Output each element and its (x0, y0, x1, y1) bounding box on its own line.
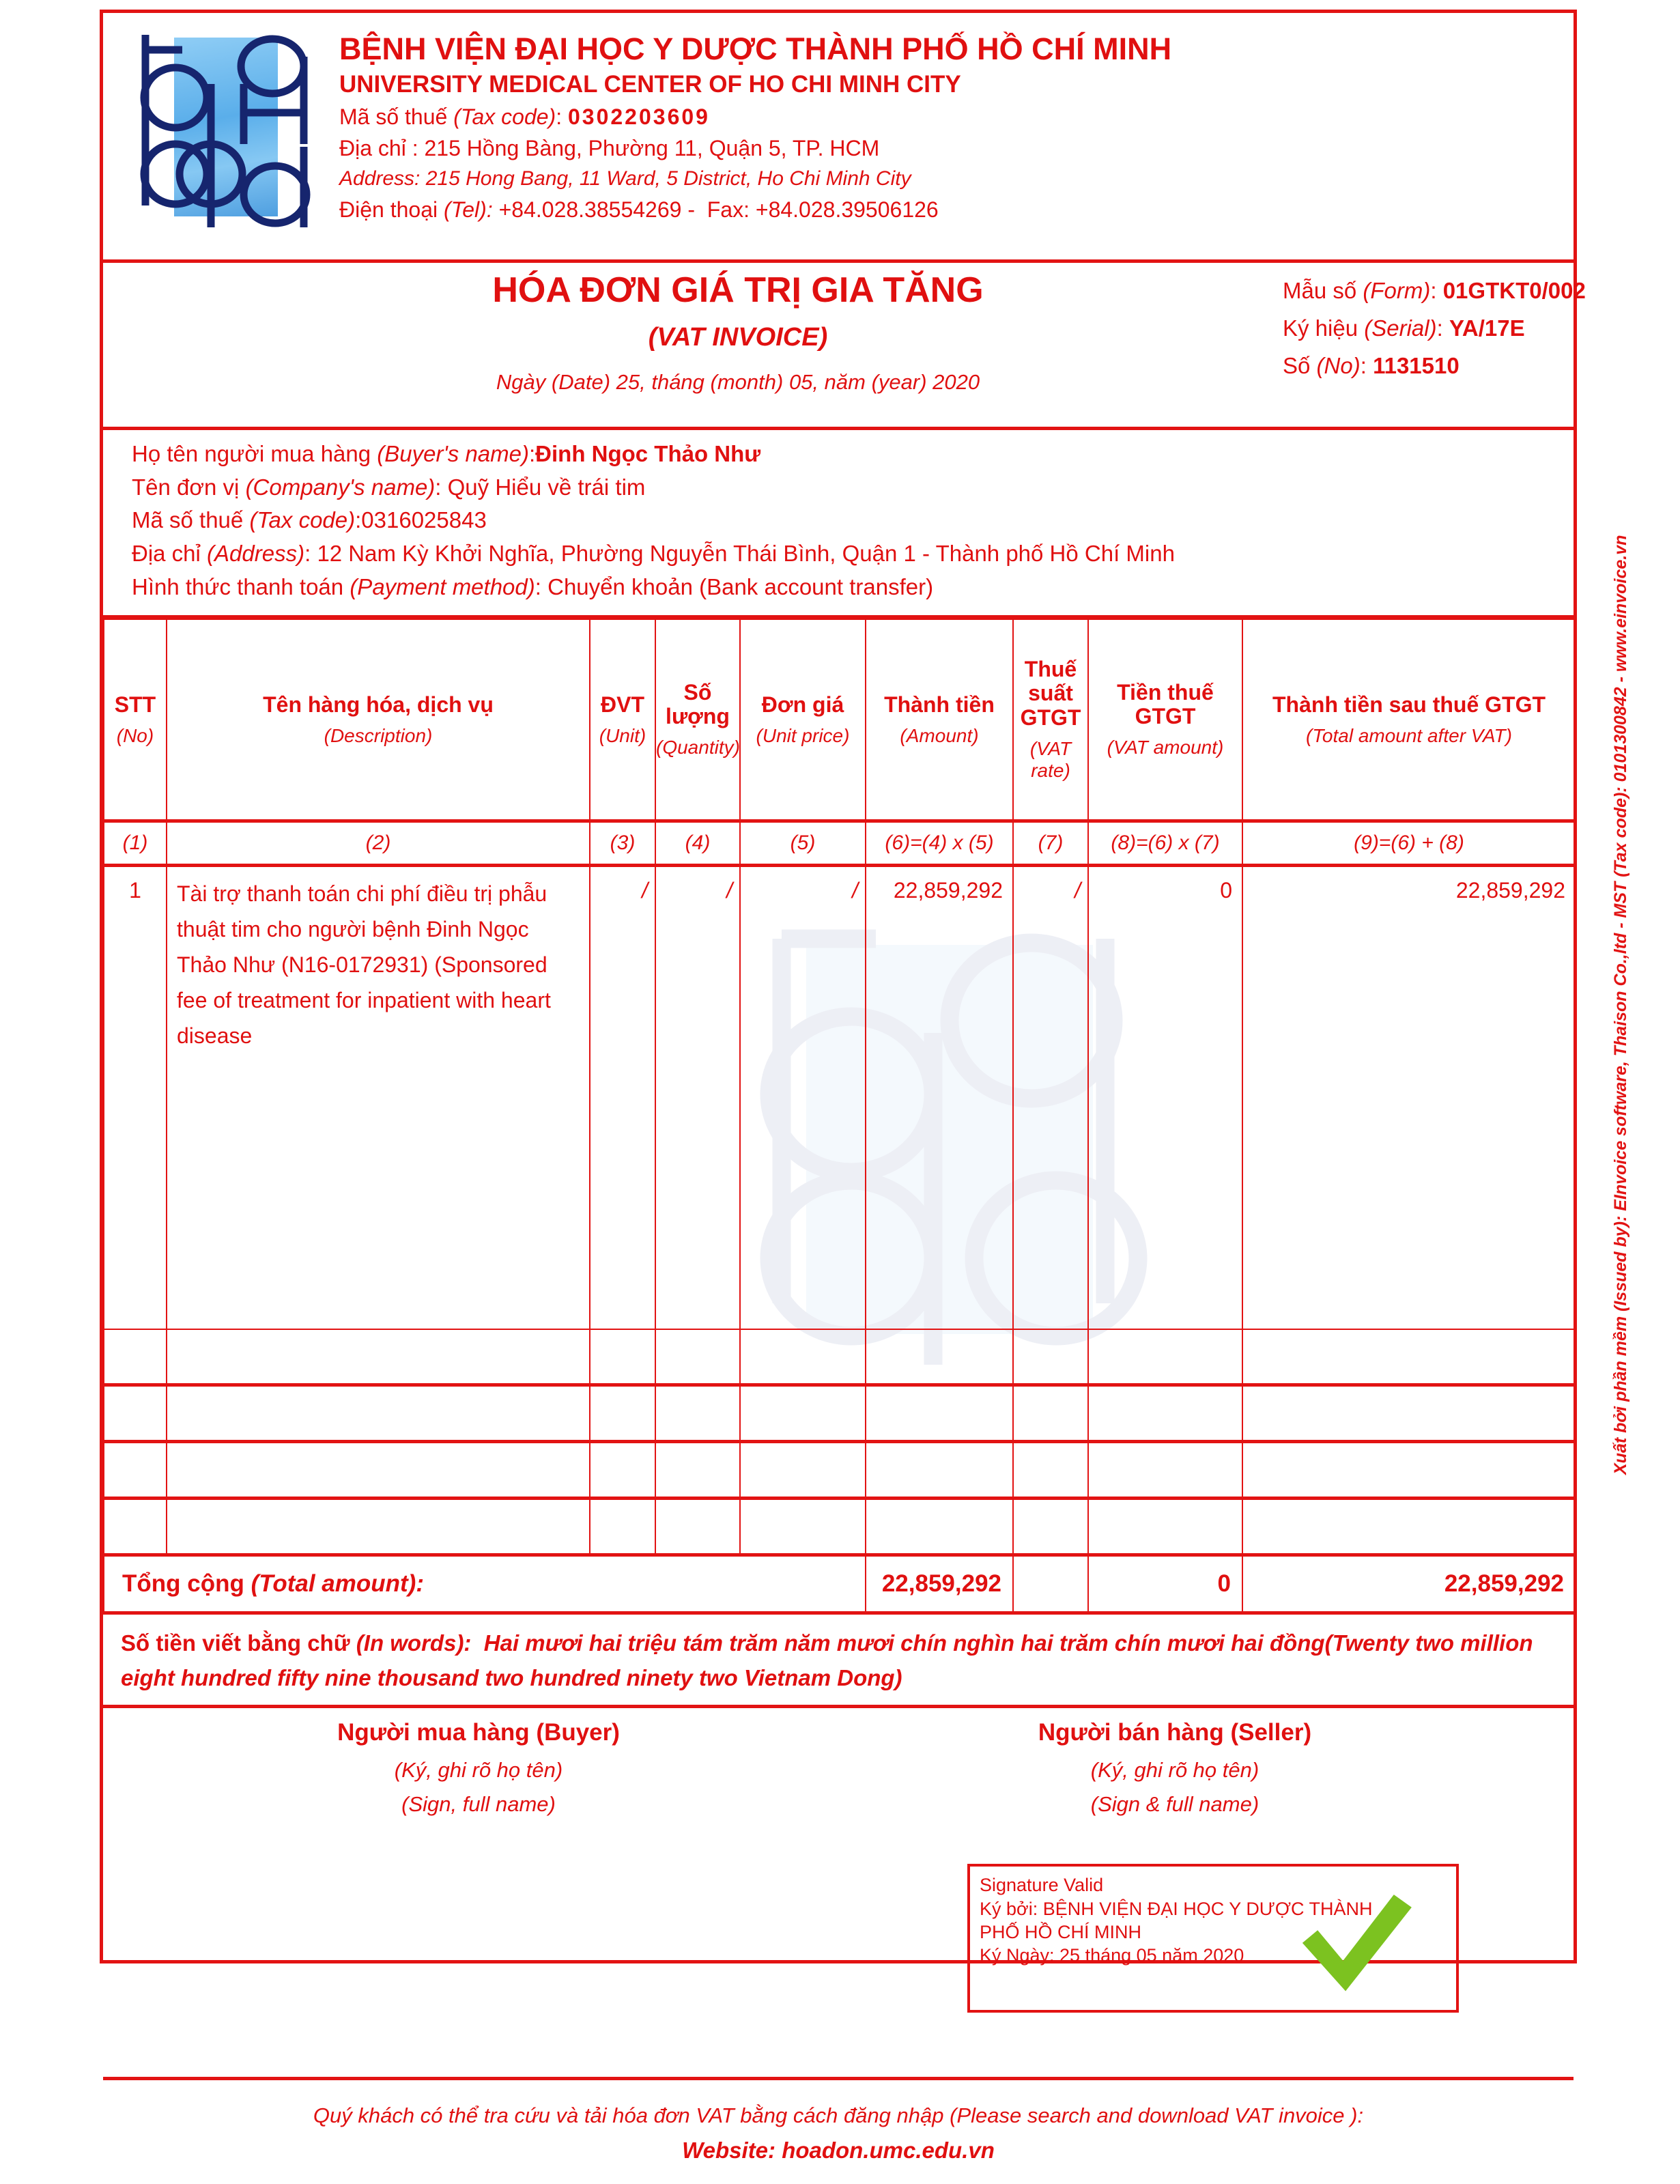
org-name-vi: BỆNH VIỆN ĐẠI HỌC Y DƯỢC THÀNH PHỐ HỒ CHÍ MINH (339, 31, 1172, 66)
serial-label-en: (Serial) (1364, 315, 1437, 341)
buyer-company-label-en: (Company's name) (245, 474, 436, 500)
th-unit-price (740, 619, 866, 821)
total-after-vat-cell: 22,859,292 (1242, 1555, 1576, 1613)
buyer-company-value: Quỹ Hiểu về trái tim (447, 474, 646, 500)
th-vat-amount-vi: Tiền thuế GTGT (1117, 679, 1214, 729)
org-tel-label-en: (Tel): (443, 197, 493, 222)
empty-cell (1242, 1499, 1576, 1555)
table-empty-row (104, 1499, 1576, 1555)
empty-cell (167, 1385, 590, 1442)
org-address-vi-line (339, 137, 1171, 159)
org-address-value-en: 215 Hong Bang, 11 Ward, 5 District, Ho Chi Minh City (425, 167, 911, 190)
buyer-signature-hint-vi: (Ký, ghi rõ họ tên) (394, 1757, 563, 1782)
empty-cell (167, 1499, 590, 1555)
th-stt (104, 619, 167, 821)
no-label-en: (No) (1316, 353, 1361, 378)
invoice-title-en: (VAT INVOICE) (648, 323, 828, 352)
th-description-en: (Description) (324, 724, 433, 746)
buyer-address-label-en: (Address) (207, 540, 305, 566)
empty-cell (740, 1385, 866, 1442)
in-words-value-line1: Hai mươi hai triệu tám trăm năm mươi chín nghìn hai trăm chín mươi hai (483, 1630, 1264, 1656)
document-footer (103, 2077, 1574, 2184)
signature-valid-text: Signature Valid (980, 1875, 1104, 1896)
empty-cell (740, 1329, 866, 1385)
buyer-tax-colon: : (355, 507, 362, 533)
amount-in-words (103, 1615, 1574, 1708)
colnum-6: (6)=(4) x (5) (866, 821, 1013, 866)
colnum-7: (7) (1013, 821, 1088, 866)
th-unit (590, 619, 655, 821)
cell-unit-price: / (740, 866, 866, 1330)
signature-date: Ký Ngày: 25 tháng 05 năm 2020 (980, 1945, 1244, 1966)
cell-amount: 22,859,292 (866, 866, 1013, 1330)
th-unit-en: (Unit) (599, 724, 646, 746)
empty-cell (1013, 1385, 1088, 1442)
buyer-address-line (132, 542, 1574, 566)
buyer-address-colon: : (304, 540, 317, 566)
seller-signature-block (997, 1716, 1352, 1818)
empty-cell (590, 1442, 655, 1499)
org-name-en: UNIVERSITY MEDICAL CENTER OF HO CHI MINH CITY (339, 71, 961, 98)
empty-cell (1088, 1442, 1242, 1499)
empty-cell (104, 1442, 167, 1499)
seller-signature-title: Người bán hàng (Seller) (1038, 1719, 1312, 1746)
seller-signature-hint-en: (Sign & full name) (1090, 1791, 1259, 1816)
empty-cell (740, 1499, 866, 1555)
form-label-en: (Form) (1363, 278, 1431, 303)
org-address-label-en: Address: (339, 167, 421, 190)
buyer-signature-hint-en: (Sign, full name) (401, 1791, 556, 1816)
th-quantity-vi: Số lượng (666, 679, 730, 729)
org-fax-value: +84.028.39506126 (755, 197, 939, 222)
total-label: Tổng cộng (122, 1570, 244, 1598)
no-colon: : (1360, 353, 1373, 378)
buyer-address-value: 12 Nam Kỳ Khởi Nghĩa, Phường Nguyễn Thái Bình, Quận 1 - Thành phố Hồ Chí Minh (317, 540, 1175, 566)
org-tax-label-vi: Mã số thuế (339, 104, 448, 129)
empty-cell (1013, 1329, 1088, 1385)
footer-website[interactable]: Website: hoadon.umc.edu.vn (682, 2138, 995, 2164)
empty-cell (655, 1442, 740, 1499)
cell-vat-rate: / (1013, 866, 1088, 1330)
logo-letterforms (124, 23, 322, 241)
empty-cell (590, 1329, 655, 1385)
form-label: Mẫu số (1283, 278, 1357, 303)
buyer-name-value: Đinh Ngọc Thảo Như (535, 441, 761, 466)
buyer-signature-block (301, 1716, 656, 1818)
th-vat-rate-vi: Thuế suất GTGT (1020, 657, 1081, 730)
signature-signer-line1: Ký bởi: BỆNH VIỆN ĐẠI HỌC Y DƯỢC THÀNH (980, 1898, 1373, 1919)
buyer-payment-line (132, 573, 1574, 599)
colnum-9: (9)=(6) + (8) (1242, 821, 1576, 866)
th-total-after-vat (1242, 619, 1576, 821)
total-vatrate-cell (1013, 1555, 1088, 1613)
empty-cell (655, 1329, 740, 1385)
invoice-date: Ngày (Date) 25, tháng (month) 05, năm (year) 2020 (496, 370, 980, 394)
total-vat-cell: 0 (1088, 1555, 1242, 1613)
buyer-payment-value: Chuyển khoản (Bank account transfer) (547, 573, 934, 599)
buyer-tax-value: 0316025843 (361, 507, 487, 533)
buyer-company-line (132, 476, 1574, 500)
colnum-8: (8)=(6) x (7) (1088, 821, 1242, 866)
seller-signature-hint-vi: (Ký, ghi rõ họ tên) (1090, 1757, 1259, 1782)
empty-cell (590, 1499, 655, 1555)
empty-cell (740, 1442, 866, 1499)
th-description-vi: Tên hàng hóa, dịch vụ (263, 692, 494, 717)
form-value: 01GTKT0/002 (1442, 278, 1586, 303)
th-quantity-en: (Quantity) (656, 737, 740, 758)
empty-cell (866, 1385, 1013, 1442)
th-vat-amount (1088, 619, 1242, 821)
buyer-tax-line (132, 509, 1574, 533)
no-label: Số (1283, 353, 1311, 378)
th-amount-vi: Thành tiền (884, 692, 995, 717)
empty-cell (1088, 1329, 1242, 1385)
empty-cell (167, 1329, 590, 1385)
th-unit-price-en: (Unit price) (756, 724, 850, 746)
in-words-label: Số tiền viết bằng chữ (121, 1630, 350, 1656)
buyer-tax-label: Mã số thuế (132, 507, 244, 533)
buyer-signature-title: Người mua hàng (Buyer) (337, 1719, 620, 1746)
org-tax-line (339, 106, 1171, 128)
colnum-2: (2) (167, 821, 590, 866)
empty-cell (866, 1442, 1013, 1499)
org-tel-line (339, 199, 1171, 221)
items-table (103, 619, 1576, 1615)
green-check-icon (1291, 1887, 1421, 1996)
table-header-row (104, 619, 1576, 821)
th-quantity (655, 619, 740, 821)
empty-cell (1088, 1499, 1242, 1555)
cell-vat-amount: 0 (1088, 866, 1242, 1330)
invoice-document (100, 10, 1586, 2164)
th-vat-rate-en: (VAT rate) (1029, 737, 1072, 781)
table-row (104, 866, 1576, 1330)
buyer-company-label: Tên đơn vị (132, 474, 240, 500)
title-block (103, 263, 1586, 430)
form-colon: : (1430, 278, 1443, 303)
org-fax-label: Fax: (707, 197, 750, 222)
table-empty-row (104, 1442, 1576, 1499)
buyer-company-colon: : (435, 474, 448, 500)
th-stt-en: (No) (116, 724, 154, 746)
empty-cell (1242, 1442, 1576, 1499)
empty-cell (1013, 1442, 1088, 1499)
serial-value: YA/17E (1449, 315, 1525, 341)
colnum-3: (3) (590, 821, 655, 866)
buyer-tax-label-en: (Tax code) (249, 507, 356, 533)
document-header (103, 13, 1574, 263)
table-empty-row (104, 1329, 1576, 1385)
empty-cell (104, 1385, 167, 1442)
org-tax-label-en: (Tax code) (453, 104, 556, 129)
invoice-number-value: 1131510 (1373, 353, 1460, 378)
empty-cell (1013, 1499, 1088, 1555)
title-left (397, 270, 1079, 395)
total-amount-cell: 22,859,292 (866, 1555, 1013, 1613)
org-address-en-line (339, 169, 1171, 189)
signature-signer-line2: PHỐ HỒ CHÍ MINH (980, 1922, 1142, 1943)
th-total-after-vat-vi: Thành tiền sau thuế GTGT (1272, 692, 1546, 717)
empty-cell (104, 1329, 167, 1385)
footer-lookup-text: Quý khách có thể tra cứu và tải hóa đơn VAT bằng cách đăng nhập (Please search and download VAT invoice ): (313, 2103, 1364, 2128)
empty-cell (1088, 1385, 1242, 1442)
empty-cell (104, 1499, 167, 1555)
organization-block (339, 33, 1171, 221)
empty-cell (866, 1499, 1013, 1555)
digital-signature-box (967, 1864, 1459, 2013)
serial-line (1283, 317, 1586, 339)
org-tax-value: 0302203609 (567, 104, 710, 129)
table-total-row (104, 1555, 1576, 1613)
th-description (167, 619, 590, 821)
buyer-payment-colon: : (535, 573, 548, 599)
empty-cell (1242, 1385, 1576, 1442)
buyer-payment-label: Hình thức thanh toán (132, 573, 344, 599)
title-right (1283, 279, 1586, 392)
th-vat-amount-en: (VAT amount) (1107, 737, 1224, 758)
org-address-label-vi: Địa chỉ : (339, 136, 418, 160)
buyer-name-label: Họ tên người mua hàng (132, 441, 371, 466)
colnum-5: (5) (740, 821, 866, 866)
org-tel-label-vi: Điện thoại (339, 197, 438, 222)
serial-colon: : (1436, 315, 1449, 341)
umc-logo (124, 23, 322, 241)
buyer-payment-label-en: (Payment method) (350, 573, 535, 599)
th-unit-vi: ĐVT (601, 692, 644, 717)
empty-cell (167, 1442, 590, 1499)
buyer-address-label: Địa chỉ (132, 540, 201, 566)
buyer-name-label-en: (Buyer's name) (377, 441, 529, 466)
buyer-block (103, 430, 1574, 619)
org-tel-value: +84.028.38554269 (498, 197, 682, 222)
invoice-title: HÓA ĐƠN GIÁ TRỊ GIA TĂNG (492, 270, 984, 310)
buyer-name-colon: : (528, 441, 536, 466)
th-amount-en: (Amount) (900, 724, 979, 746)
total-label-en: (Total amount): (251, 1570, 424, 1598)
empty-cell (866, 1329, 1013, 1385)
colnum-1: (1) (104, 821, 167, 866)
empty-cell (590, 1385, 655, 1442)
th-total-after-vat-en: (Total amount after VAT) (1306, 724, 1512, 746)
th-vat-rate (1013, 619, 1088, 821)
signature-area (103, 1708, 1574, 2077)
empty-cell (1242, 1329, 1576, 1385)
cell-unit: / (590, 866, 655, 1330)
form-line (1283, 279, 1586, 302)
cell-quantity: / (655, 866, 740, 1330)
th-amount (866, 619, 1013, 821)
colnum-4: (4) (655, 821, 740, 866)
cell-description: Tài trợ thanh toán chi phí điều trị phẫu thuật tim cho người bệnh Đinh Ngọc Thảo Như (N16-0172931) (Sponsored fee of treatment for inpatient with heart disease (167, 866, 590, 1330)
issued-by-side-note (1582, 321, 1630, 1481)
cell-total-after-vat: 22,859,292 (1242, 866, 1576, 1330)
th-unit-price-vi: Đơn giá (761, 692, 844, 717)
org-tel-sep: - (687, 197, 695, 222)
empty-cell (655, 1499, 740, 1555)
table-empty-row (104, 1385, 1576, 1442)
buyer-name-line (132, 442, 1574, 466)
in-words-label-en: (In words): (356, 1630, 472, 1656)
cell-no: 1 (104, 866, 167, 1330)
issued-by-text: Xuất bởi phần mềm (Issued by): EInvoice software, Thaison Co.,ltd - MST (Tax code): 0101300842 - www.einvoice.vn (1611, 535, 1630, 1475)
org-tax-colon: : (556, 104, 568, 129)
serial-label: Ký hiệu (1283, 315, 1358, 341)
in-words-value-line2: đồng(Twenty two million eight hundred fifty nine thousand two hundred ninety two Vietnam Dong) (121, 1630, 1533, 1691)
th-stt-vi: STT (114, 692, 156, 717)
no-line (1283, 354, 1586, 377)
table-column-numbers-row (104, 821, 1576, 866)
empty-cell (655, 1385, 740, 1442)
org-address-value-vi: 215 Hồng Bàng, Phường 11, Quận 5, TP. HCM (424, 136, 880, 160)
total-label-cell (104, 1555, 866, 1613)
